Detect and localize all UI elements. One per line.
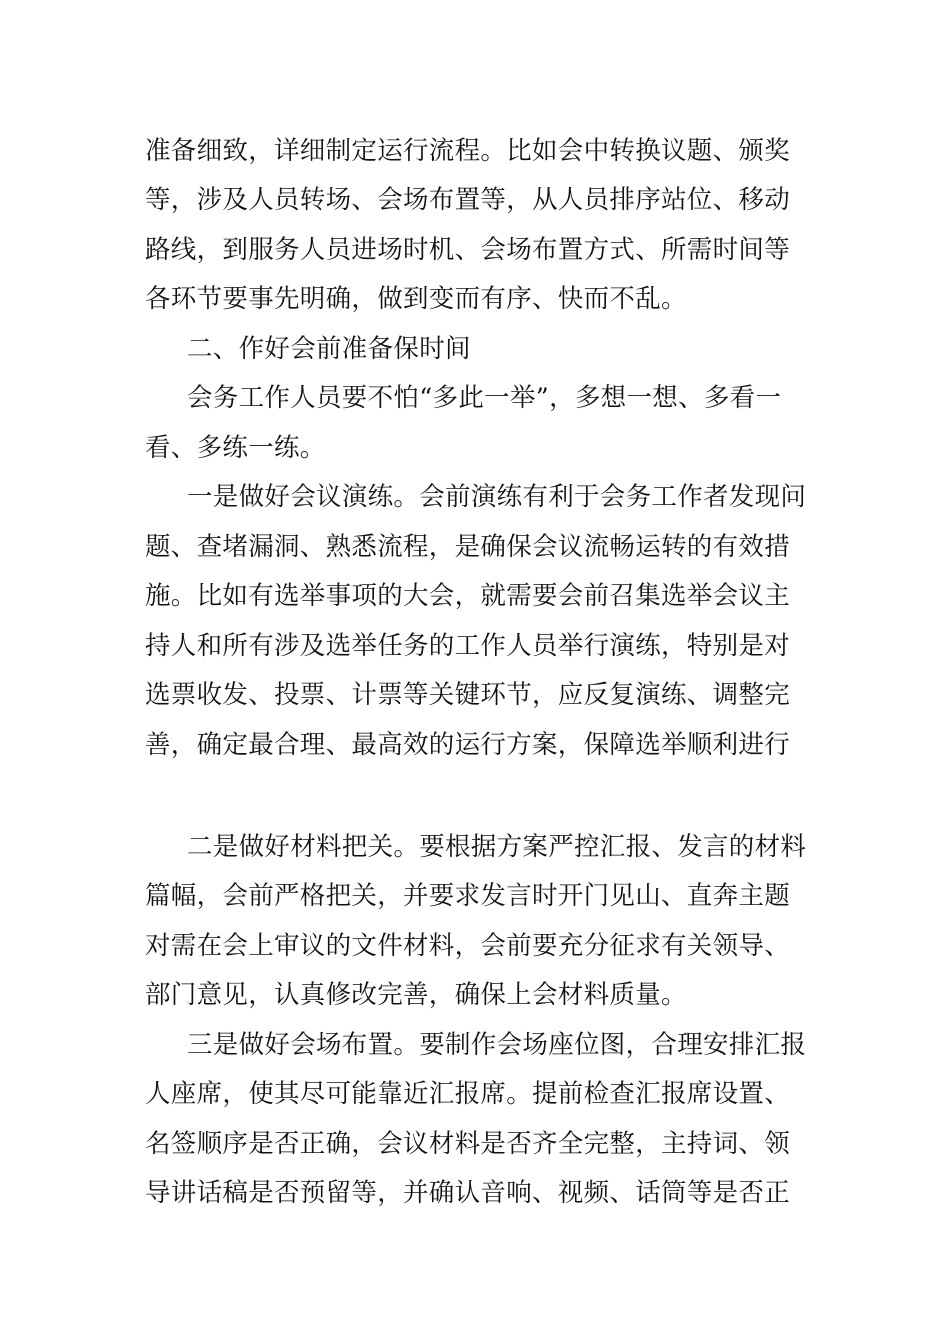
text-line: 部门意见，认真修改完善，确保上会材料质量。	[145, 980, 687, 1010]
text-line: 准备细致，详细制定运行流程。比如会中转换议题、颁奖	[145, 136, 791, 166]
text-line: 施。比如有选举事项的大会，就需要会前召集选举会议主	[145, 581, 791, 611]
text-line: 名签顺序是否正确，会议材料是否齐全完整，主持词、领	[145, 1129, 791, 1159]
text-line: 等，涉及人员转场、会场布置等，从人员排序站位、移动	[145, 185, 791, 215]
text-line: 导讲话稿是否预留等，并确认音响、视频、话筒等是否正	[145, 1178, 791, 1208]
text-line: 路线，到服务人员进场时机、会场布置方式、所需时间等	[145, 235, 791, 265]
text-line: 善，确定最合理、最高效的运行方案，保障选举顺利进行	[145, 730, 791, 760]
text-line: 持人和所有涉及选举任务的工作人员举行演练，特别是对	[145, 631, 791, 661]
text-line: 看、多练一练。	[145, 433, 326, 463]
text-line: 对需在会上审议的文件材料，会前要充分征求有关领导、	[145, 931, 791, 961]
section-heading: 二、作好会前准备保时间	[187, 334, 471, 364]
text-line: 题、查堵漏洞、熟悉流程，是确保会议流畅运转的有效措	[145, 532, 791, 562]
text-line: 篇幅，会前严格把关，并要求发言时开门见山、直奔主题	[145, 881, 791, 911]
text-line: 一是做好会议演练。会前演练有利于会务工作者发现问	[187, 482, 807, 512]
text-line: 三是做好会场布置。要制作会场座位图，合理安排汇报	[187, 1030, 807, 1060]
text-line: 选票收发、投票、计票等关键环节，应反复演练、调整完	[145, 680, 791, 710]
text-line: 人座席，使其尽可能靠近汇报席。提前检查汇报席设置、	[145, 1079, 791, 1109]
text-line: 各环节要事先明确，做到变而有序、快而不乱。	[145, 284, 687, 314]
text-line: 二是做好材料把关。要根据方案严控汇报、发言的材料	[187, 832, 807, 862]
text-line: 会务工作人员要不怕“多此一举”，多想一想、多看一	[187, 383, 782, 413]
